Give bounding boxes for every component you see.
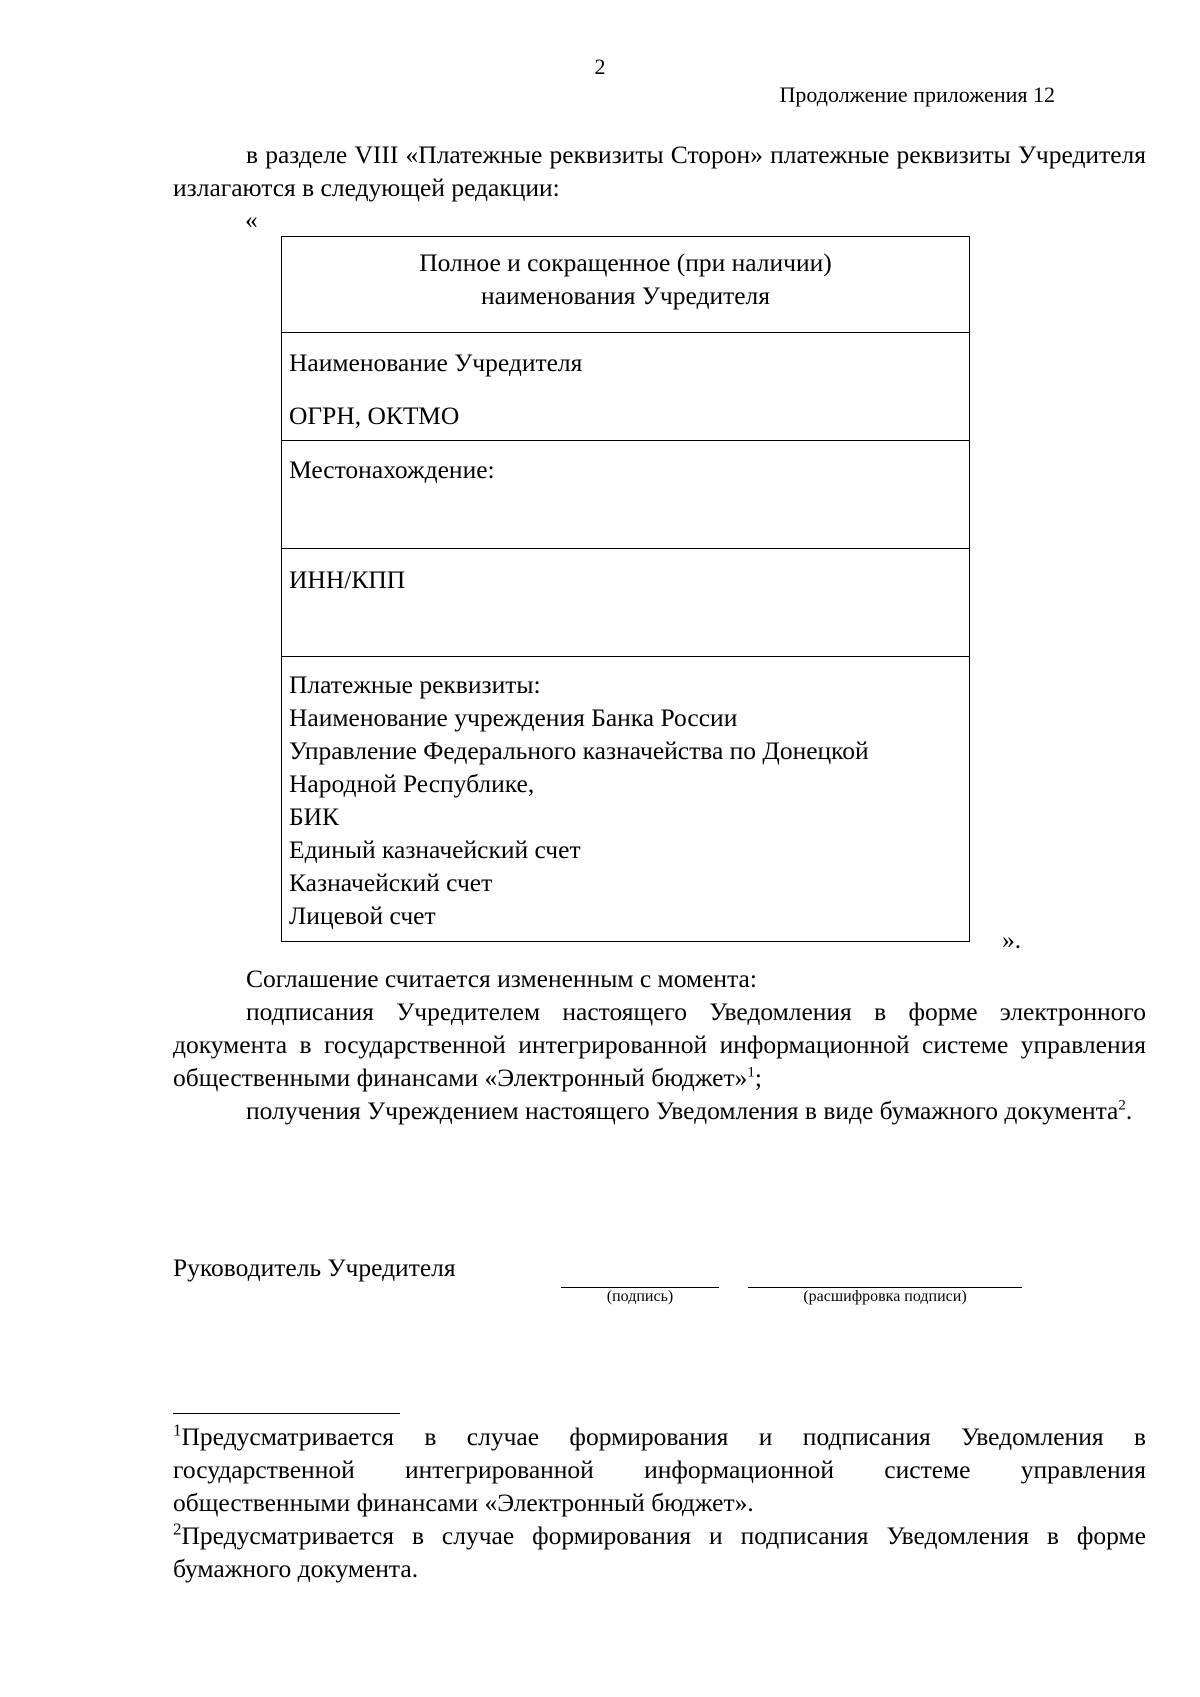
footnote-separator: [173, 1413, 400, 1414]
name-cell: [282, 333, 970, 441]
table-header-cell: [282, 237, 970, 333]
signature-label: Руководитель Учредителя: [173, 1253, 456, 1282]
footnote-2-number: 2: [173, 1519, 182, 1539]
page-number: 2: [594, 54, 606, 79]
opening-quote: «: [245, 205, 258, 234]
intro-paragraph: в разделе VIII «Платежные реквизиты Сторон» платежные реквизиты Учредителя излагаются в следующей редакции:: [173, 140, 1146, 202]
table-header-line1: Полное и сокращенное (при наличии): [419, 248, 832, 277]
name-label: Наименование Учредителя: [289, 348, 583, 377]
personal-account-label: Лицевой счет: [289, 901, 436, 930]
inn-label: ИНН/КПП: [289, 565, 406, 594]
signature-decode-line: [748, 1260, 1022, 1288]
treasury-line2: Народной Республике,: [289, 769, 535, 798]
signature-caption: (подпись): [606, 1288, 674, 1305]
body-p2: [173, 995, 1146, 1094]
signature-decode-caption: (расшифровка подписи): [803, 1288, 967, 1305]
body-p3: [173, 1094, 1146, 1127]
appendix-continuation: Продолжение приложения 12: [779, 82, 1055, 107]
inn-cell: [282, 549, 970, 657]
body-p3-end: .: [1125, 1096, 1133, 1125]
body-p1: Соглашение считается измененным с момента:: [246, 964, 757, 993]
body-p2-text: подписания Учредителем настоящего Уведомления в форме электронного документа в государственной интегрированной информационной системе управления общественными финансами «Электронный бюджет»: [173, 997, 1146, 1092]
bank-name-label: Наименование учреждения Банка России: [289, 703, 738, 732]
footnote-2: [173, 1519, 1146, 1585]
table-header-line2: наименования Учредителя: [480, 281, 771, 310]
location-cell: [282, 441, 970, 549]
signature-field: [561, 1260, 719, 1306]
body-p2-end: ;: [754, 1063, 762, 1092]
body-p3-text: получения Учреждением настоящего Уведомления в виде бумажного документа: [246, 1096, 1119, 1125]
signature-decode-field: [748, 1260, 1022, 1306]
payment-title: Платежные реквизиты:: [289, 670, 541, 699]
payment-cell: [282, 657, 970, 942]
ogrn-label: ОГРН, ОКТМО: [289, 401, 460, 430]
bik-label: БИК: [289, 802, 340, 831]
signature-line: [561, 1260, 719, 1288]
treasury-account-label: Казначейский счет: [289, 868, 493, 897]
footnote-2-text: Предусматривается в случае формирования и подписания Уведомления в форме бумажного документа.: [173, 1521, 1146, 1583]
location-label: Местонахождение:: [289, 455, 495, 484]
footnote-1: [173, 1420, 1146, 1519]
closing-quote: ».: [1002, 925, 1022, 954]
footnote-1-number: 1: [173, 1420, 182, 1440]
footnote-1-text: Предусматривается в случае формирования и подписания Уведомления в государственной интегрированной информационной системе управления общественными финансами «Электронный бюджет».: [173, 1422, 1146, 1517]
requisites-table: [281, 236, 970, 942]
footnote-ref-2: 2: [1118, 1097, 1126, 1114]
treasury-line1: Управление Федерального казначейства по Донецкой: [289, 736, 869, 765]
single-account-label: Единый казначейский счет: [289, 835, 581, 864]
footnote-ref-1: 1: [747, 1064, 755, 1081]
